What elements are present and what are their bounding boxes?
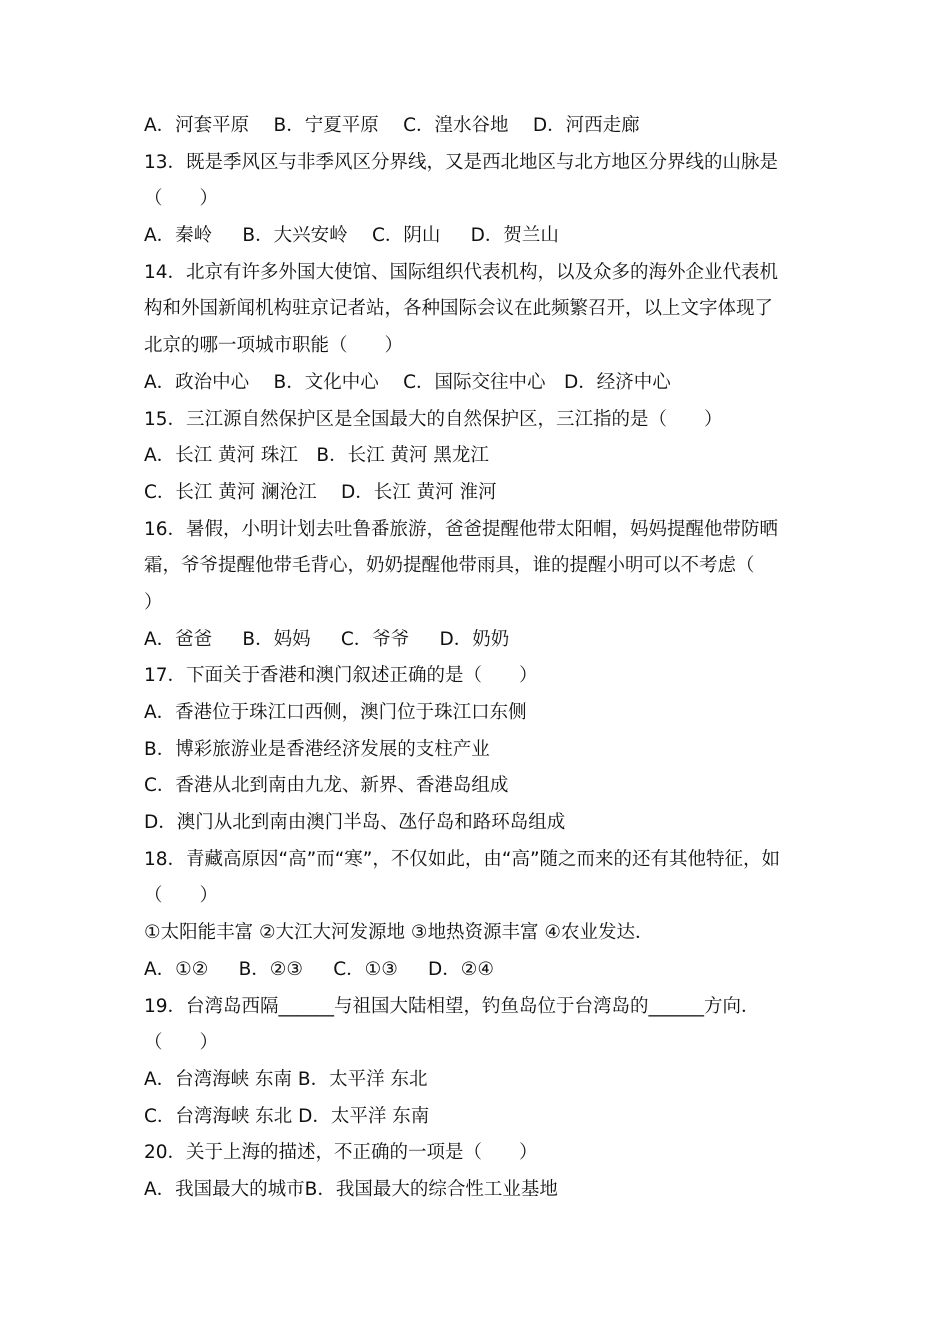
q16-stem-line-2: 霜，爷爷提醒他带毛背心，奶奶提醒他带雨具，谁的提醒小明可以不考虑（ — [144, 555, 755, 577]
q17-option-a: A．香港位于珠江口西侧，澳门位于珠江口东侧 — [144, 702, 527, 723]
q18-options: A．①② B．②③ C．①③ D．②④ — [144, 958, 494, 980]
q16-stem-line-3: ） — [144, 591, 163, 613]
q19-answer-blank: （ ） — [144, 1032, 219, 1054]
q16-options: A．爸爸 B．妈妈 C．爷爷 D．奶奶 — [144, 628, 510, 650]
q13-options: A．秦岭 B．大兴安岭 C．阴山 D．贺兰山 — [144, 225, 559, 247]
q19-stem: 19．台湾岛西隔______与祖国大陆相望，钓鱼岛位于台湾岛的______方向． — [144, 995, 760, 1017]
q12-options: A．河套平原 B．宁夏平原 C．湟水谷地 D．河西走廊 — [144, 115, 640, 136]
q14-stem-line-1: 14．北京有许多外国大使馆、国际组织代表机构，以及众多的海外企业代表机 — [144, 261, 779, 283]
q20-options-ab: A．我国最大的城市B．我国最大的综合性工业基地 — [144, 1178, 558, 1200]
q18-stem: 18．青藏高原因“高”而“寒”，不仅如此，由“高”随之而来的还有其他特征，如 — [144, 848, 781, 870]
q18-answer-blank: （ ） — [144, 885, 219, 907]
q18-statements: ①太阳能丰富 ②大江大河发源地 ③地热资源丰富 ④农业发达． — [144, 922, 654, 944]
q14-stem-line-2: 构和外国新闻机构驻京记者站，各种国际会议在此频繁召开，以上文字体现了 — [144, 298, 774, 320]
q17-option-c: C．香港从北到南由九龙、新界、香港岛组成 — [144, 775, 509, 797]
q13-stem: 13．既是季风区与非季风区分界线，又是西北地区与北方地区分界线的山脉是 — [144, 151, 779, 173]
q17-stem: 17．下面关于香港和澳门叙述正确的是（ ） — [144, 665, 538, 687]
q15-stem: 15．三江源自然保护区是全国最大的自然保护区，三江指的是（ ） — [144, 408, 723, 430]
question-text-block — [144, 108, 814, 1209]
q17-option-d: D．澳门从北到南由澳门半岛、氹仔岛和路环岛组成 — [144, 812, 566, 834]
q14-options: A．政治中心 B．文化中心 C．国际交往中心 D．经济中心 — [144, 371, 671, 393]
q16-stem-line-1: 16．暑假，小明计划去吐鲁番旅游，爸爸提醒他带太阳帽，妈妈提醒他带防晒 — [144, 518, 779, 540]
q17-option-b: B．博彩旅游业是香港经济发展的支柱产业 — [144, 738, 490, 760]
q20-stem: 20．关于上海的描述，不正确的一项是（ ） — [144, 1142, 538, 1164]
q15-options-ab: A．长江 黄河 珠江 B．长江 黄河 黑龙江 — [144, 445, 489, 467]
q19-options-cd: C．台湾海峡 东北 D．太平洋 东南 — [144, 1105, 430, 1127]
q14-stem-line-3: 北京的哪一项城市职能（ ） — [144, 335, 404, 357]
q19-options-ab: A．台湾海峡 东南 B．太平洋 东北 — [144, 1068, 428, 1090]
q15-options-cd: C．长江 黄河 澜沧江 D．长江 黄河 淮河 — [144, 481, 497, 503]
q13-answer-blank: （ ） — [144, 188, 219, 210]
